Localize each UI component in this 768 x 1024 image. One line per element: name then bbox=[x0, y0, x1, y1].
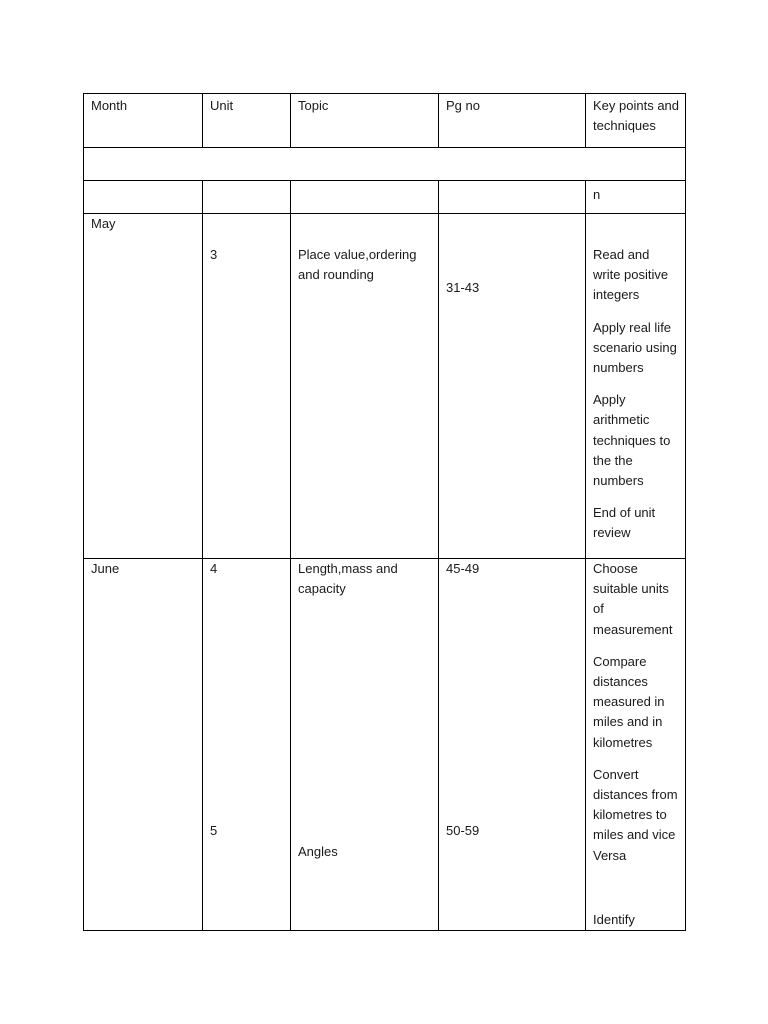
empty-cell bbox=[291, 181, 439, 214]
may-row bbox=[84, 214, 686, 559]
key-point: Apply arithmetic techniques to the the numbers bbox=[593, 392, 671, 489]
header-row bbox=[84, 94, 686, 148]
header-topic: Topic bbox=[291, 94, 439, 148]
may-unit-cell bbox=[203, 214, 291, 559]
june-topic-cell bbox=[291, 559, 439, 931]
key-point: Identify bbox=[593, 911, 635, 927]
merged-blank-cell bbox=[84, 148, 686, 181]
topic-text: Length,mass and capacity bbox=[298, 561, 398, 597]
unit-number: 4 bbox=[210, 561, 218, 576]
may-topic-cell bbox=[291, 214, 439, 559]
empty-row bbox=[84, 181, 686, 214]
empty-cell bbox=[439, 181, 586, 214]
may-key-points-cell bbox=[586, 214, 686, 559]
month-label: June bbox=[91, 561, 120, 576]
n-cell: n bbox=[586, 181, 686, 214]
june-key-points-cell bbox=[586, 559, 686, 931]
page-range: 50-59 bbox=[446, 823, 480, 839]
topic-text: Angles bbox=[298, 844, 338, 860]
page-range: 31-43 bbox=[446, 280, 480, 295]
empty-cell bbox=[203, 181, 291, 214]
scheme-of-work-table bbox=[83, 93, 686, 931]
june-row bbox=[84, 559, 686, 931]
key-point: Convert distances from kilometres to miles and vice Versa bbox=[593, 766, 678, 863]
may-pg-cell bbox=[439, 214, 586, 559]
header-pg-no: Pg no bbox=[439, 94, 586, 148]
may-month-cell bbox=[84, 214, 203, 559]
unit-number: 5 bbox=[210, 823, 218, 839]
topic-text: Place value,ordering and rounding bbox=[298, 247, 417, 283]
key-point: Compare distances measured in miles and in kilometres bbox=[593, 653, 665, 750]
merged-blank-row bbox=[84, 148, 686, 181]
empty-cell bbox=[84, 181, 203, 214]
june-month-cell bbox=[84, 559, 203, 931]
header-key-points: Key points and techniques bbox=[586, 94, 686, 148]
month-label: May bbox=[91, 216, 116, 231]
key-point: Read and write positive integers bbox=[593, 247, 669, 303]
key-point: End of unit review bbox=[593, 505, 656, 541]
june-unit-cell bbox=[203, 559, 291, 931]
june-pg-cell bbox=[439, 559, 586, 931]
header-month: Month bbox=[84, 94, 203, 148]
unit-number: 3 bbox=[210, 247, 218, 262]
header-unit: Unit bbox=[203, 94, 291, 148]
page-range: 45-49 bbox=[446, 561, 480, 576]
key-point: Apply real life scenario using numbers bbox=[593, 319, 677, 376]
key-point: Choose suitable units of measurement bbox=[593, 561, 673, 637]
